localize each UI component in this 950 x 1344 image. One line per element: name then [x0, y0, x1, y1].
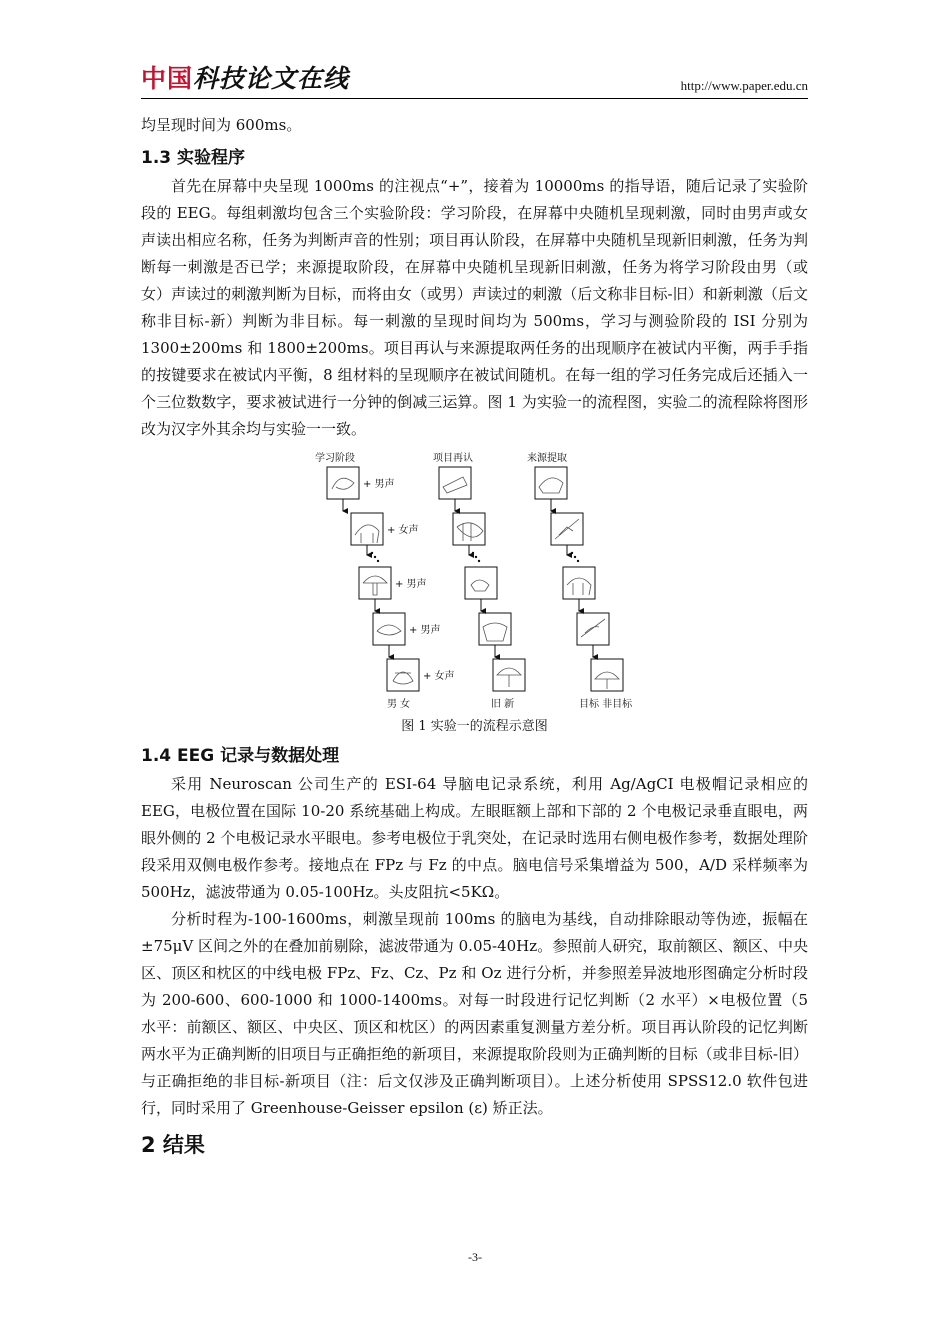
stimulus-box — [577, 613, 609, 645]
col1-bottom-label: 男 女 — [386, 699, 410, 710]
voice-label: + 女声 — [422, 671, 455, 682]
section-heading-2: 2 结果 — [141, 1133, 205, 1157]
paragraph-analysis: 分析时程为-100-1600ms，刺激呈现前 100ms 的脑电为基线，自动排除眼动等伪迹，振幅在±75μV 区间之外的在叠加前剔除，滤波带通为 0.05-40Hz。参照前人研究，取前额区、额区、中央区、顶区和枕区的中线电极 FPz、Fz、Cz、Pz 和 Oz 进行分析，并参照差异波地形图确定分析时段为 200-600、600-1000 和 1000-1400ms。对每一时段进行记忆判断（2 水平）×电极位置（5 水平：前额区、额区、中央区、顶区和枕区）的两因素重复测量方差分析。项目再认阶段的记忆判断两水平为正确判断的旧项目与正确拒绝的新项目，来源提取阶段则为正确判断的目标（或非目标-旧）与正确拒绝的非目标-新项目（注：后文仅涉及正确判断项目）。上述分析使用 SPSS12.0 软件包进行，同时采用了 Greenhouse-Geisser epsilon (ε) 矫正法。 — [141, 910, 808, 1117]
col3-title: 来源提取 — [526, 453, 567, 464]
col2-stimuli — [439, 467, 525, 691]
col3-stimuli — [535, 467, 623, 691]
col1-title: 学习阶段 — [314, 453, 355, 464]
paper-body — [141, 112, 808, 1160]
section-heading-1-4: 1.4 EEG 记录与数据处理 — [141, 746, 340, 766]
header-url: http://www.paper.edu.cn — [680, 78, 808, 93]
flow-diagram — [315, 451, 655, 713]
stimulus-box — [387, 659, 419, 691]
figure-1 — [315, 451, 655, 713]
paragraph-procedure: 首先在屏幕中央呈现 1000ms 的注视点“+”，接着为 10000ms 的指导语，随后记录了实验阶段的 EEG。每组刺激均包含三个实验阶段：学习阶段，在屏幕中央随机呈现刺激，同时由男声或女声读出相应名称，任务为判断声音的性别；项目再认阶段，在屏幕中央随机呈现新旧刺激，任务为判断每一刺激是否已学；来源提取阶段，在屏幕中央随机呈现新旧刺激，任务为将学习阶段由男（或女）声读过的刺激判断为目标，而将由女（或男）声读过的刺激（后文称非目标-旧）和新刺激（后文称非目标-新）判断为非目标。每一刺激的呈现时间均为 500ms，学习与测验阶段的 ISI 分别为 1300±200ms 和 1800±200ms。项目再认与来源提取两任务的出现顺序在被试内平衡，两手手指的按键要求在被试内平衡，8 组材料的呈现顺序在被试间随机。在每一组的学习任务完成后还插入一个三位数数字，要求被试进行一分钟的倒减三运算。图 1 为实验一的流程图，实验二的流程除将图形改为汉字外其余均与实验一一致。 — [141, 177, 808, 438]
stimulus-box — [373, 613, 405, 645]
page-number: -3- — [468, 1250, 482, 1264]
col3-bottom-label: 目标 非目标 — [578, 699, 632, 710]
journal-logo: 中国科技论文在线 — [141, 64, 350, 93]
page-header — [141, 62, 808, 98]
stimulus-box — [563, 567, 595, 599]
figure-caption: 图 1 实验一的流程示意图 — [401, 719, 548, 734]
col2-title: 项目再认 — [432, 453, 473, 464]
paragraph-eeg-recording: 采用 Neuroscan 公司生产的 ESI-64 导脑电记录系统，利用 Ag/AgCI 电极帽记录相应的 EEG，电极位置在国际 10-20 系统基础上构成。左眼眶额上部和下部的 2 个电极记录垂直眼电，两眼外侧的 2 个电极记录水平眼电。参考电极位于乳突处，在记录时选用右侧电极作参考，数据处理阶段采用双侧电极作参考。接地点在 FPz 与 Fz 的中点。脑电信号采集增益为 500，A/D 采样频率为 500Hz，滤波带通为 0.05-100Hz。头皮阻抗<5KΩ。 — [141, 775, 808, 901]
stimulus-box — [535, 467, 567, 499]
section-heading-1-3: 1.3 实验程序 — [141, 148, 246, 168]
voice-label: + 男声 — [362, 479, 395, 490]
voice-label: + 男声 — [408, 625, 441, 636]
stimulus-box — [465, 567, 497, 599]
col2-bottom-label: 旧 新 — [490, 699, 514, 710]
stimulus-box — [351, 513, 383, 545]
voice-label: + 女声 — [386, 525, 419, 536]
paragraph-continuation: 均呈现时间为 600ms。 — [141, 116, 302, 134]
voice-label: + 男声 — [394, 579, 427, 590]
header-rule — [141, 98, 808, 99]
stimulus-box — [453, 513, 485, 545]
